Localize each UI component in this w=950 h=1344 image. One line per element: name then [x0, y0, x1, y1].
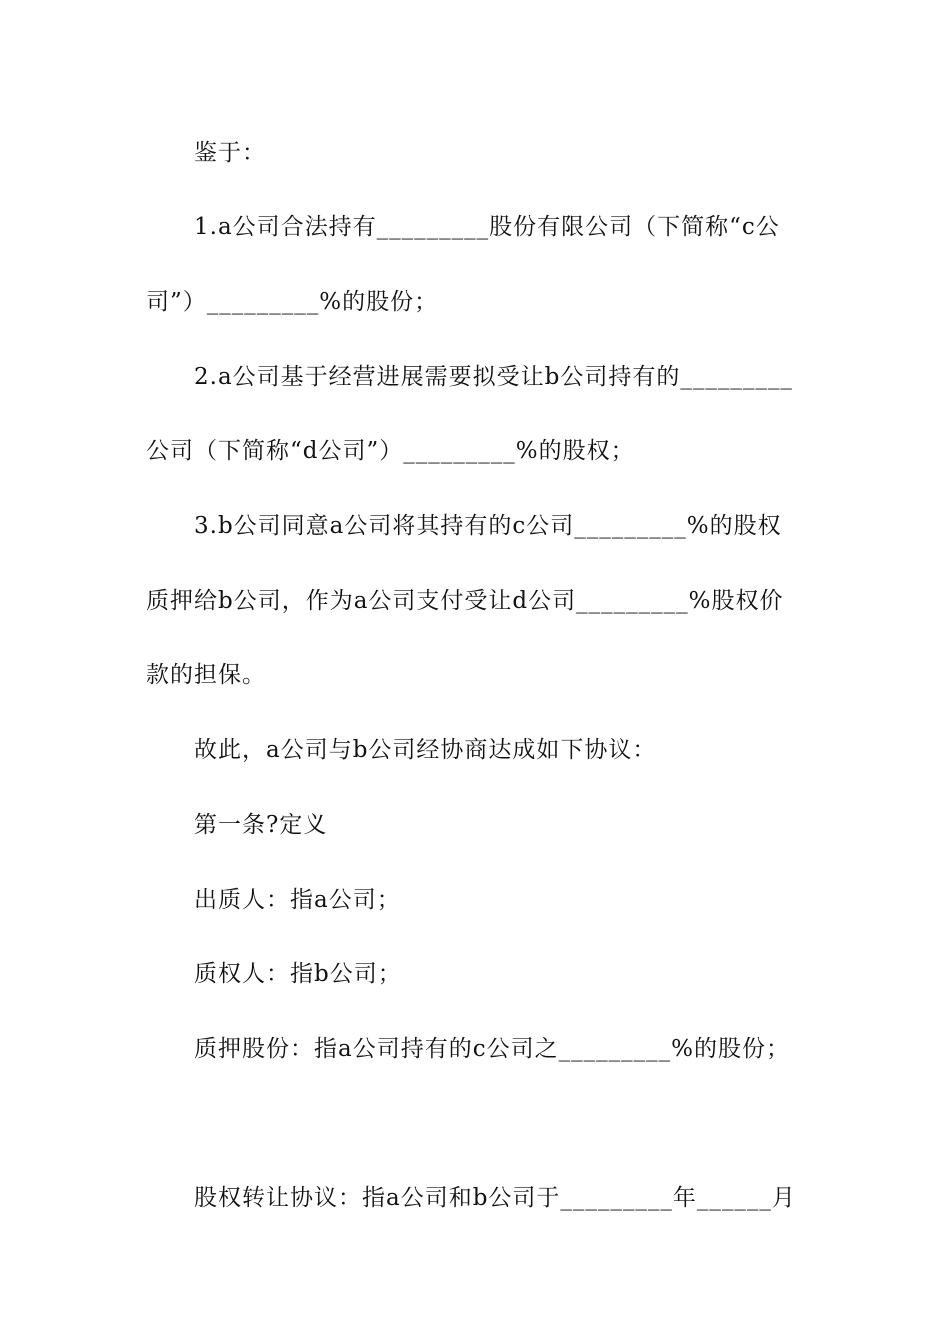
- paragraph-whereas: 鉴于：: [194, 140, 266, 166]
- paragraph-clause-2-line-2: 公司（下简称“d公司”）_________%的股权；: [146, 438, 635, 464]
- paragraph-clause-3-line-2: 质押给b公司，作为a公司支付受让d公司_________%股权价: [146, 588, 784, 614]
- definition-pledgor: 出质人：指a公司；: [194, 887, 401, 913]
- paragraph-clause-3-line-1: 3.b公司同意a公司将其持有的c公司_________%的股权: [194, 513, 782, 539]
- paragraph-therefore: 故此，a公司与b公司经协商达成如下协议：: [194, 737, 657, 763]
- paragraph-clause-1-line-1: 1.a公司合法持有_________股份有限公司（下简称“c公: [194, 214, 780, 240]
- paragraph-clause-2-line-1: 2.a公司基于经营进展需要拟受让b公司持有的_________: [194, 364, 793, 390]
- paragraph-clause-1-line-2: 司”）_________%的股份；: [146, 289, 439, 315]
- article-1-heading: 第一条?定义: [194, 812, 328, 838]
- definition-transfer-agreement: 股权转让协议：指a公司和b公司于_________年______月: [194, 1185, 796, 1211]
- definition-pledgee: 质权人：指b公司；: [194, 961, 402, 987]
- definition-pledged-shares: 质押股份：指a公司持有的c公司之_________%的股份；: [194, 1036, 790, 1062]
- paragraph-clause-3-line-3: 款的担保。: [146, 662, 266, 688]
